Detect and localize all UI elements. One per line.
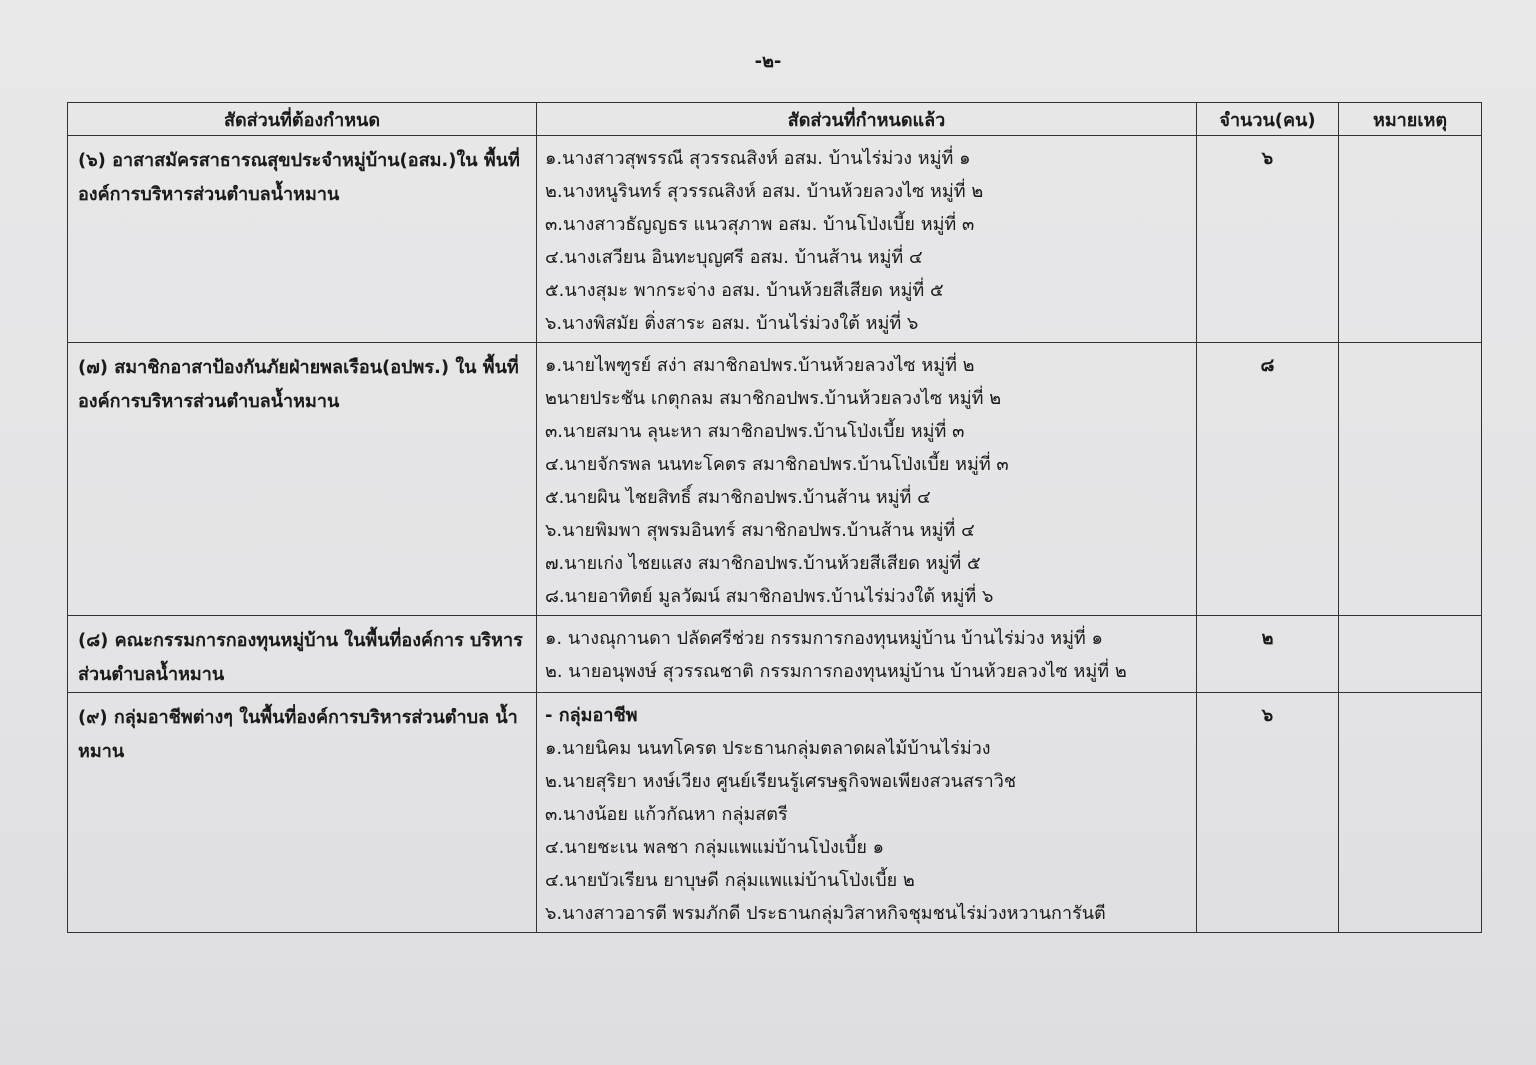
- count-cell: ๒: [1197, 616, 1339, 693]
- member-line: ๔.นางเสวียน อินทะบุญศรี อสม. บ้านส้าน หมู่ที่ ๔: [545, 247, 923, 268]
- table-row: [68, 693, 1482, 933]
- table-row: [68, 136, 1482, 343]
- count-cell: ๖: [1197, 693, 1339, 933]
- member-line: ๖.นางพิสมัย ติ่งสาระ อสม. บ้านไร่ม่วงใต้ หมู่ที่ ๖: [545, 313, 919, 334]
- members-cell: [537, 136, 1197, 343]
- member-line: ๓.นางน้อย แก้วกัณหา กลุ่มสตรี: [545, 804, 788, 825]
- member-line: ๒. นายอนุพงษ์ สุวรรณชาติ กรรมการกองทุนหมู่บ้าน บ้านห้วยลวงไซ หมู่ที่ ๒: [545, 661, 1127, 682]
- header-members: สัดส่วนที่กำหนดแล้ว: [537, 103, 1197, 136]
- member-line: ๒.นางหนูรินทร์ สุวรรณสิงห์ อสม. บ้านห้วยลวงไซ หมู่ที่ ๒: [545, 181, 984, 202]
- group-heading: - กลุ่มอาชีพ: [545, 705, 638, 726]
- member-line: ๓.นางสาวธัญญธร แนวสุภาพ อสม. บ้านโป่งเบี้ย หมู่ที่ ๓: [545, 214, 975, 235]
- allocation-table: [67, 102, 1482, 933]
- member-line: ๒นายประชัน เกตุกลม สมาชิกอปพร.บ้านห้วยลวงไซ หมู่ที่ ๒: [545, 388, 1002, 409]
- remark-cell: [1339, 693, 1482, 933]
- member-line: ๑. นางณุกานดา ปลัดศรีช่วย กรรมการกองทุนหมู่บ้าน บ้านไร่ม่วง หมู่ที่ ๑: [545, 628, 1103, 649]
- members-cell: [537, 616, 1197, 693]
- member-line: ๘.นายอาทิตย์ มูลวัฒน์ สมาชิกอปพร.บ้านไร่ม่วงใต้ หมู่ที่ ๖: [545, 586, 994, 607]
- members-cell: [537, 343, 1197, 616]
- header-remark: หมายเหตุ: [1339, 103, 1482, 136]
- member-line: ๑.นายไพฑูรย์ สง่า สมาชิกอปพร.บ้านห้วยลวงไซ หมู่ที่ ๒: [545, 355, 975, 376]
- count-cell: ๖: [1197, 136, 1339, 343]
- member-line: ๕.นางสุมะ พากระจ่าง อสม. บ้านห้วยสีเสียด หมู่ที่ ๕: [545, 280, 944, 301]
- category-cell: (๖) อาสาสมัครสาธารณสุขประจำหมู่บ้าน(อสม.)ใน พื้นที่องค์การบริหารส่วนตำบลน้ำหมาน: [68, 136, 537, 343]
- category-cell: (๙) กลุ่มอาชีพต่างๆ ในพื้นที่องค์การบริหารส่วนตำบล น้ำหมาน: [68, 693, 537, 933]
- page-number: -๒-: [754, 51, 782, 72]
- member-line: ๔.นายจักรพล นนทะโคตร สมาชิกอปพร.บ้านโป่งเบี้ย หมู่ที่ ๓: [545, 454, 1009, 475]
- members-cell: [537, 693, 1197, 933]
- member-line: ๑.นายนิคม นนทโครต ประธานกลุ่มตลาดผลไม้บ้านไร่ม่วง: [545, 738, 991, 759]
- remark-cell: [1339, 136, 1482, 343]
- member-line: ๔.นายชะเน พลชา กลุ่มแพแม่บ้านโป่งเบี้ย ๑: [545, 837, 885, 858]
- member-line: ๖.นางสาวอารตี พรมภักดี ประธานกลุ่มวิสาหกิจชุมชนไร่ม่วงหวานการันตี: [545, 903, 1106, 924]
- table-row: [68, 343, 1482, 616]
- table-header-row: [68, 103, 1482, 136]
- member-line: ๕.นายผิน ไชยสิทธิ์ สมาชิกอปพร.บ้านส้าน หมู่ที่ ๔: [545, 487, 931, 508]
- count-cell: ๘: [1197, 343, 1339, 616]
- member-line: ๖.นายพิมพา สุพรมอินทร์ สมาชิกอปพร.บ้านส้าน หมู่ที่ ๔: [545, 520, 975, 541]
- member-line: ๔.นายบัวเรียน ยาบุษดี กลุ่มแพแม่บ้านโป่งเบี้ย ๒: [545, 870, 915, 891]
- header-count: จำนวน(คน): [1197, 103, 1339, 136]
- category-cell: (๘) คณะกรรมการกองทุนหมู่บ้าน ในพื้นที่องค์การ บริหารส่วนตำบลน้ำหมาน: [68, 616, 537, 693]
- category-cell: (๗) สมาชิกอาสาป้องกันภัยฝ่ายพลเรือน(อปพร.) ใน พื้นที่องค์การบริหารส่วนตำบลน้ำหมาน: [68, 343, 537, 616]
- remark-cell: [1339, 343, 1482, 616]
- member-line: ๑.นางสาวสุพรรณี สุวรรณสิงห์ อสม. บ้านไร่ม่วง หมู่ที่ ๑: [545, 148, 971, 169]
- member-line: ๓.นายสมาน ลุนะหา สมาชิกอปพร.บ้านโป่งเบี้ย หมู่ที่ ๓: [545, 421, 965, 442]
- remark-cell: [1339, 616, 1482, 693]
- member-line: ๗.นายเก่ง ไชยแสง สมาชิกอปพร.บ้านห้วยสีเสียด หมู่ที่ ๕: [545, 553, 981, 574]
- table-row: [68, 616, 1482, 693]
- header-category: สัดส่วนที่ต้องกำหนด: [68, 103, 537, 136]
- member-line: ๒.นายสุริยา หงษ์เวียง ศูนย์เรียนรู้เศรษฐกิจพอเพียงสวนสราวิช: [545, 771, 1017, 792]
